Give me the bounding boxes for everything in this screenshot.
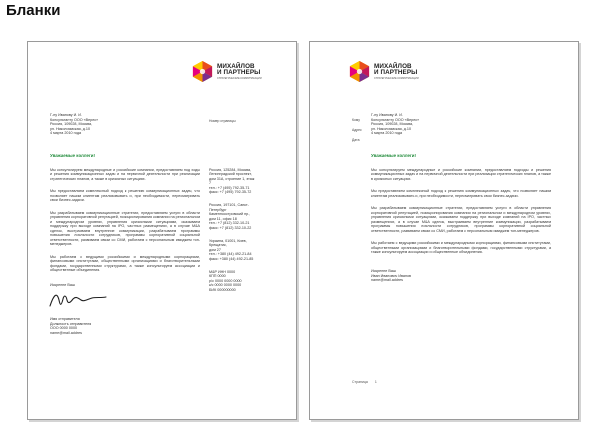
page-label: Страница xyxy=(352,380,368,384)
field-label-address: Адрес xyxy=(352,128,362,132)
logo-line-2: И ПАРТНЕРЫ xyxy=(217,69,261,77)
letter-body xyxy=(50,163,200,281)
body-paragraph: Мы работаем с ведущими российскими и международными корпорациями, финансовыми институтами, общественными организациями и благотворительными фондами, государственными структурами, а также консультируем ассоциации и общественные объединения. xyxy=(371,241,551,254)
body-paragraph: Мы разрабатываем коммуникационные стратегии, предоставляем услуги в области управления корпоративной репутацией, позиционирования компании на региональном и международном уровнях, управления кризисными ситуациями, оказываем поддержку при выходе компаний на IPO, частных размещениях, а в случае M&A сделок, выстраиваем внутренние коммуникации, разрабатываем программы повышения лояльности сотрудников, программы корпоративной социальной ответственности, развиваем связи со СМИ, работаем с персональным имиджем топ-менеджеров. xyxy=(371,206,551,233)
handwritten-signature xyxy=(48,290,108,312)
logo-line-1: МИХАЙЛОВ xyxy=(374,63,412,70)
field-label-to: Кому xyxy=(352,118,360,122)
greeting: Уважаемые коллеги! xyxy=(50,153,95,158)
office-spb: Россия, 197101, Санкт-Петербург Каменноостровский пр., дом 11, офис 18 тел.: +7 (812) 332-10-21 факс: +7 (812) 332-10-22 xyxy=(209,203,252,230)
body-paragraph: Мы предоставляем комплексный подход к решению коммуникационных задач, что позволяет нашим клиентам реализовывать и, при необходимости, пересматривать свои бизнес-задачи. xyxy=(371,189,551,198)
logo-tagline: СТРАТЕГИЧЕСКИЕ КОММУНИКАЦИИ xyxy=(374,76,419,80)
body-paragraph: Мы предоставляем комплексный подход к решению коммуникационных задач, что позволяет нашим клиентам реализовывать и, при необходимости, пересматривать свои бизнес-задачи. xyxy=(50,189,200,202)
recipient-address: Г-ну Иванову И. И. Консультанту ООО «Верес» Россия, 109028, Москва, ул. Николоямская, д.10 4 марта 2010 года xyxy=(371,113,420,135)
logo-tagline: СТРАТЕГИЧЕСКИЕ КОММУНИКАЦИИ xyxy=(217,76,262,80)
body-paragraph: Мы консультируем международные и российские компании, предоставляем подходы и решения коммуникационных задач и на первичной деятельности при реализации стратегических планов, а также в кризисных ситуациях. xyxy=(371,167,551,181)
letterhead-page-2 xyxy=(309,41,579,420)
hexagon-logo-icon xyxy=(348,60,371,83)
body-paragraph: Мы работаем с ведущими российскими и международными корпорациями, финансовыми институтами, общественными организациями и благотворительными фондами, государственными структурами, а также консультируем ассоциации и общественные объединения. xyxy=(50,254,200,272)
office-moscow: Россия, 125284, Москва, Ленинградский проспект, дом 31А, строение 1, этаж 7 тел.: +7 (495) 792-35-71 факс: +7 (495) 792-35-72 xyxy=(209,167,255,194)
page-title: Бланки xyxy=(6,2,61,19)
field-label-date: Дата xyxy=(352,138,360,142)
hexagon-logo-icon xyxy=(191,60,214,83)
signer-block: Имя отправителя Должность отправителя ООО 0000 0000 name@mail.addres xyxy=(50,317,92,335)
body-paragraph: Мы консультируем международные и российские компании, предоставляем под ходы и решения коммуникационных задач и на первичной деятельности при реализации стратегических планов, а также в кризисных ситуациях. xyxy=(50,167,200,181)
letterhead-page-1 xyxy=(27,41,297,420)
company-logo xyxy=(348,60,419,83)
greeting: Уважаемые коллеги! xyxy=(371,153,416,158)
closing-block: Искренне Ваш Иван Иванович Иванов name@mail.addres xyxy=(371,269,412,282)
logo-line-1: МИХАЙЛОВ xyxy=(217,63,255,70)
page-number: 1 xyxy=(374,380,377,384)
body-paragraph: Мы разрабатываем коммуникационные стратегии, предоставляем услуги в области управления корпоративной репутацией, позиционирования компании на региональном и международном уровнях, управления кризисными ситуациями, оказываем поддержку при выходе компаний на IPO, частных размещениях, а в случае M&A сделок, выстраиваем внутренние коммуникации, разрабатываем программы повышения лояльности сотрудников, программы корпоративной социальной ответственности, развиваем связи со СМИ, работаем с персональным имиджем топ-менеджеров. xyxy=(50,210,200,246)
footer-page-label xyxy=(352,380,377,384)
company-logo xyxy=(191,60,262,83)
page-number-label: Номер страницы xyxy=(209,119,236,123)
office-kiev: Украина, 01001, Киев, Крещатик, дом 27 тел.: +380 (44) 492-21-84 факс: +380 (44) 492-21-85 xyxy=(209,238,254,261)
logo-line-2: И ПАРТНЕРЫ xyxy=(374,69,418,77)
recipient-address: Г-ну Иванову И. И. Консультанту ООО «Верес» Россия, 109028, Москва, ул. Николоямская, д.10 4 марта 2010 года xyxy=(50,113,99,135)
letter-body xyxy=(371,163,551,263)
closing: Искренне Ваш xyxy=(50,283,75,287)
contacts-sidebar xyxy=(209,163,255,301)
bank-details: M&P ИНН 0000 КПП 0000 р/с 0000 0000 0000 к/с 0000 0000 0000 БИК 000000000 xyxy=(209,269,242,292)
